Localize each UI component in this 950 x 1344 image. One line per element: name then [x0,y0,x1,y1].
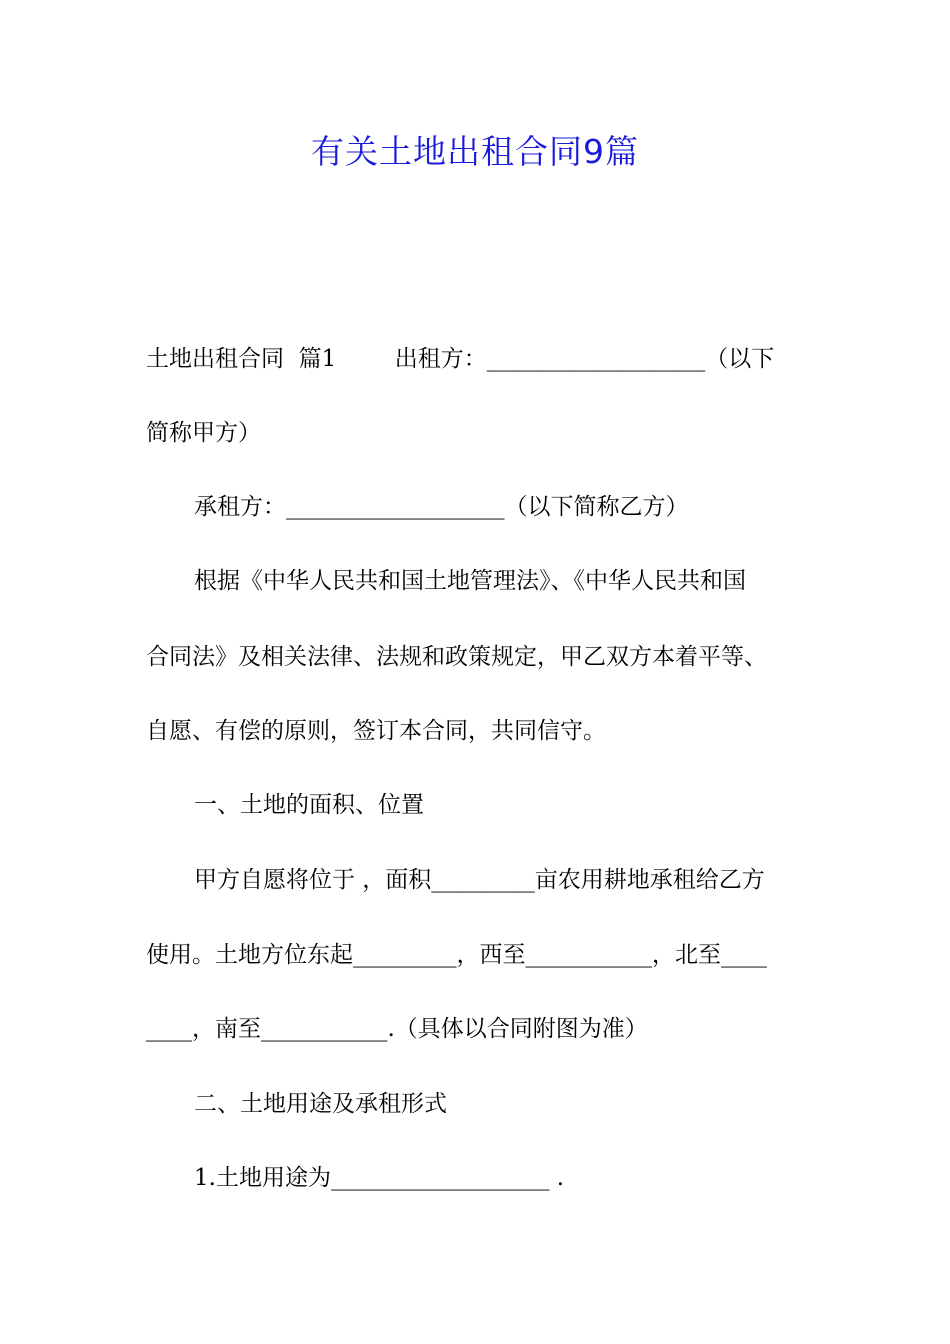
paragraph-line: 1.土地用途为___________________ . [194,1165,565,1191]
paragraph-line: 土地出租合同 篇1 出租方：___________________（以下 [146,346,775,372]
paragraph-line: 使用。土地方位东起_________，西至___________，北至____ [146,942,767,968]
section-heading: 一、土地的面积、位置 [194,792,424,818]
paragraph-line: 根据《中华人民共和国土地管理法》、《中华人民共和国 [194,568,746,594]
paragraph-line: 简称甲方） [146,420,261,446]
section-heading: 二、土地用途及承租形式 [194,1091,447,1117]
paragraph-line: 合同法》及相关法律、法规和政策规定，甲乙双方本着平等、 [146,644,767,670]
paragraph-line: 自愿、有偿的原则，签订本合同，共同信守。 [146,718,606,744]
paragraph-line: 甲方自愿将位于 ，面积_________亩农用耕地承租给乙方 [194,867,765,893]
document-title: 有关土地出租合同9篇 [311,132,639,171]
paragraph-line: ____，南至___________.（具体以合同附图为准） [146,1016,648,1042]
paragraph-line: 承租方：___________________（以下简称乙方） [194,494,689,520]
